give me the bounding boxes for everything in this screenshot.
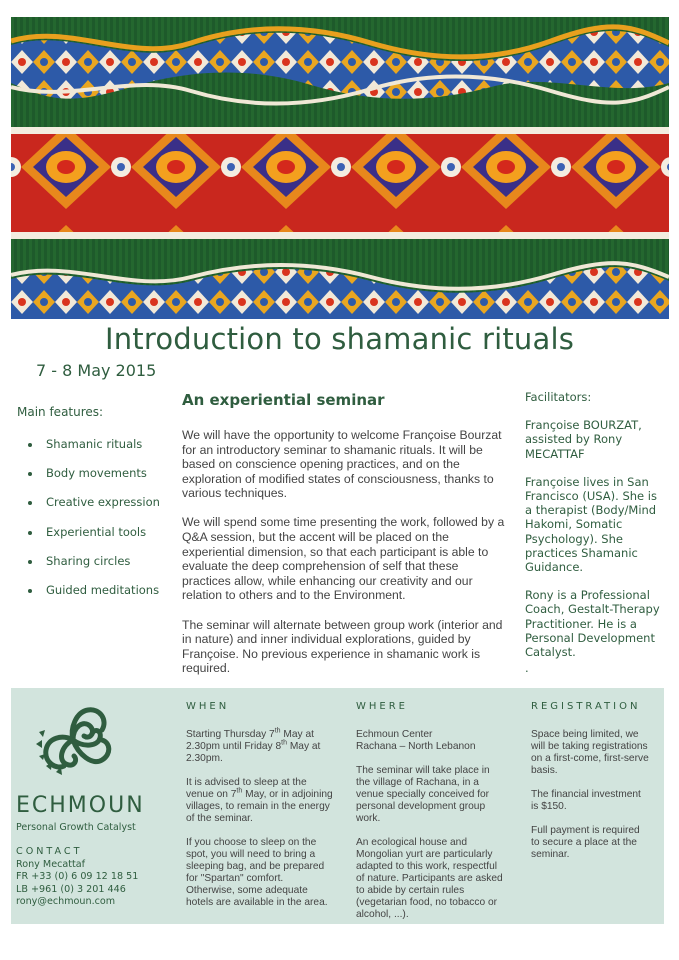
when-paragraph: If you choose to sleep on the spot, you will need to bring a sleeping bag, and be prepared for "Spartan" comfort. Otherwise, some adequate hotels are available in the area. [186, 837, 328, 908]
when-paragraph: It is advised to sleep at the venue on 7th May, or in adjoining villages, to remain in the energy of the seminar. [186, 777, 333, 824]
bullet-icon [28, 589, 32, 593]
contact-phone-lb[interactable]: LB +961 (0) 3 201 446 [16, 883, 126, 895]
seminar-subtitle: An experiential seminar [182, 391, 385, 409]
contact-name: Rony Mecattaf [16, 858, 86, 870]
main-features-heading: Main features: [17, 405, 104, 419]
feature-item: Shamanic rituals [28, 437, 160, 466]
intro-paragraph: We will spend some time presenting the work, followed by a Q&A session, but the accent will be placed on the experiential dimension, so that each participant is able to evaluate the deep comprehension of self that these practices allow, while enhancing our creativity and our relation to others and to the Environment. [182, 515, 505, 603]
feature-item: Sharing circles [28, 554, 160, 583]
facilitators-paragraph: Rony is a Professional Coach, Gestalt-Therapy Practitioner. He is a Personal Development Catalyst. [525, 588, 660, 660]
contact-block [16, 846, 138, 909]
where-paragraph: An ecological house and Mongolian yurt are particularly adapted to this work, respectful of nature. Participants are asked to abide by certain rules (vegetarian food, no tobacco or alcohol, ...). [356, 837, 503, 920]
when-column [186, 729, 334, 921]
woven-textile-banner [11, 17, 669, 319]
registration-paragraph: The financial investment is $150. [531, 789, 641, 812]
facilitators-paragraph: Françoise BOURZAT, assisted by Rony MECATTAF [525, 418, 642, 461]
feature-item: Creative expression [28, 495, 160, 524]
brand-tagline: Personal Growth Catalyst [16, 822, 136, 833]
when-paragraph: Starting Thursday 7th May at 2.30pm until Friday 8th May at 2.30pm. [186, 727, 321, 764]
bullet-icon [28, 472, 32, 476]
contact-heading: CONTACT [16, 846, 83, 857]
where-paragraph: Echmoun Center Rachana – North Lebanon [356, 729, 476, 752]
intro-body [182, 428, 508, 690]
facilitators-heading: Facilitators: [525, 390, 592, 404]
facilitators-panel [525, 390, 665, 689]
intro-paragraph: The seminar will alternate between group work (interior and in nature) and inner individual explorations, guided by Françoise. No previous experience in shamanic work is required. [182, 617, 503, 676]
facilitators-paragraph: Françoise lives in San Francisco (USA). She is a therapist (Body/Mind Hakomi, Somatic Psychology). She practices Shamanic Guidance. [525, 474, 657, 575]
feature-item: Experiential tools [28, 525, 160, 554]
bullet-icon [28, 501, 32, 505]
registration-paragraph: Space being limited, we will be taking registrations on a first-come, first-serve basis. [531, 729, 649, 776]
bullet-icon [28, 443, 32, 447]
spiral-triskele-logo-icon [26, 700, 121, 785]
contact-phone-fr[interactable]: FR +33 (0) 6 09 12 18 51 [16, 871, 139, 883]
registration-heading: REGISTRATION [531, 701, 641, 712]
seminar-dates: 7 - 8 May 2015 [36, 361, 157, 380]
brand-name: ECHMOUN [16, 793, 145, 818]
where-paragraph: The seminar will take place in the village of Rachana, in a venue specially conceived for personal development group work. [356, 765, 490, 824]
registration-column [531, 729, 649, 873]
main-features-list [28, 437, 160, 612]
where-column [356, 729, 506, 933]
where-heading: WHERE [356, 701, 408, 712]
feature-item: Guided meditations [28, 583, 160, 612]
registration-paragraph: Full payment is required to secure a place at the seminar. [531, 825, 640, 860]
intro-paragraph: We will have the opportunity to welcome Françoise Bourzat for an introductory seminar to shamanic rituals. It will be based on conscience opening practices, and on the exploration of modified states of consciousness, thanks to various techniques. [182, 428, 502, 501]
bullet-icon [28, 531, 32, 535]
feature-item: Body movements [28, 466, 160, 495]
contact-email[interactable]: rony@echmoun.com [16, 896, 116, 908]
bullet-icon [28, 560, 32, 564]
facilitators-paragraph: . [525, 661, 529, 676]
when-heading: WHEN [186, 701, 230, 712]
page-title: Introduction to shamanic rituals [104, 322, 575, 356]
